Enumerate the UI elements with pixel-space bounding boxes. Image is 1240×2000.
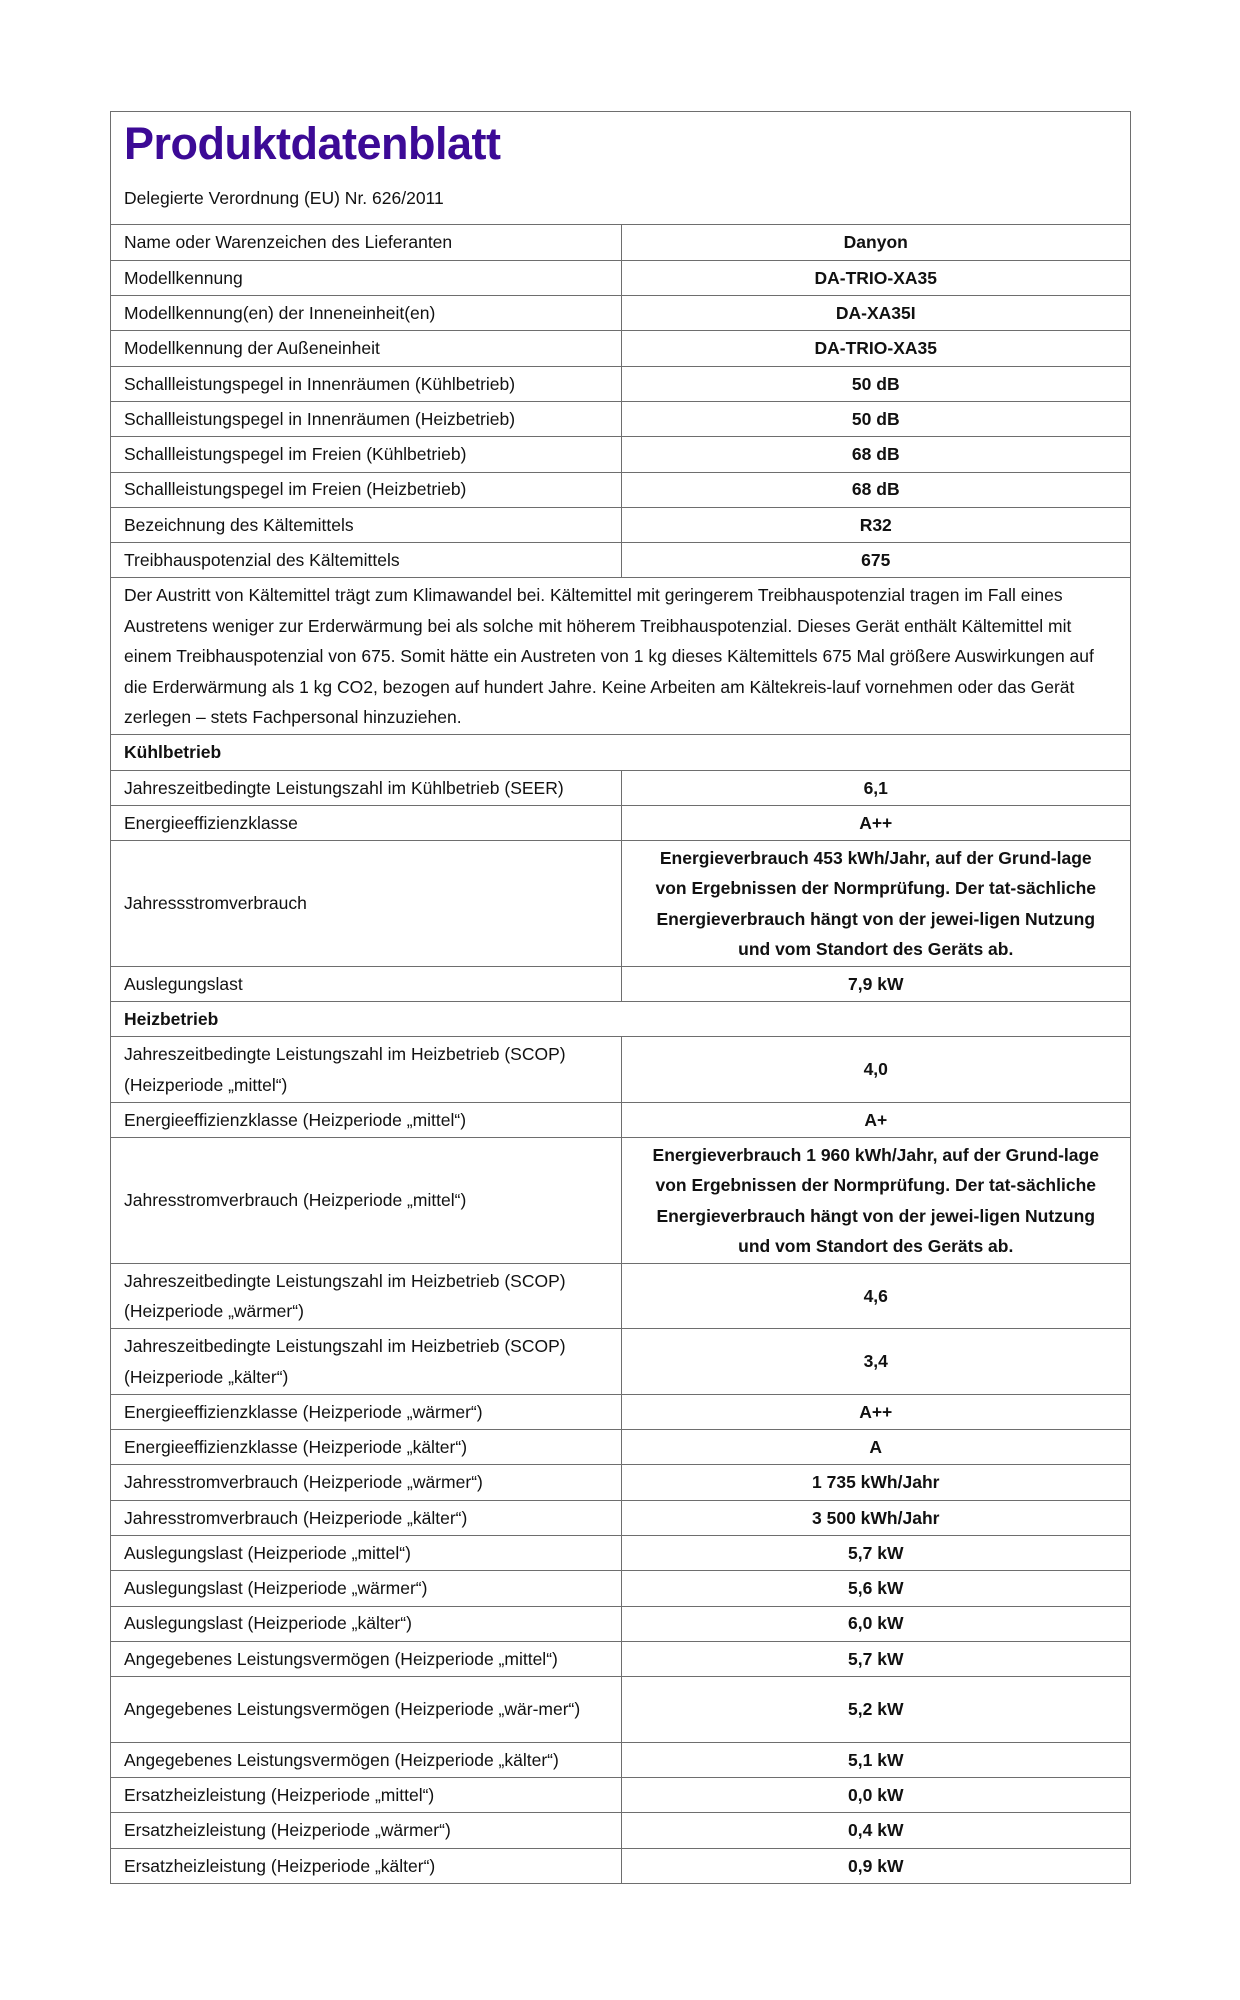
row-label: Schallleistungspegel in Innenräumen (Kühlbetrieb)	[111, 366, 621, 401]
row-value: DA-TRIO-XA35	[621, 260, 1130, 295]
table-row	[111, 966, 1130, 1001]
row-value: 5,6 kW	[621, 1571, 1130, 1606]
row-value: 68 dB	[621, 472, 1130, 507]
table-row	[111, 1394, 1130, 1429]
section-row-heating	[111, 1002, 1130, 1037]
row-label: Angegebenes Leistungsvermögen (Heizperiode „kälter“)	[111, 1742, 621, 1777]
table-row	[111, 1430, 1130, 1465]
row-label: Jahreszeitbedingte Leistungszahl im Heizbetrieb (SCOP) (Heizperiode „mittel“)	[111, 1037, 621, 1103]
section-title-cooling: Kühlbetrieb	[111, 735, 1130, 770]
row-value: 68 dB	[621, 437, 1130, 472]
row-label: Jahreszeitbedingte Leistungszahl im Kühlbetrieb (SEER)	[111, 770, 621, 805]
table-row	[111, 401, 1130, 436]
row-value: 3,4	[621, 1329, 1130, 1395]
row-value: 50 dB	[621, 401, 1130, 436]
row-value: 5,7 kW	[621, 1535, 1130, 1570]
row-value: Energieverbrauch 1 960 kWh/Jahr, auf der Grund-lage von Ergebnissen der Normprüfung. Der tat-sächliche Energieverbrauch hängt von der jewei-ligen Nutzung und vom Standort des Geräts ab.	[621, 1138, 1130, 1264]
row-label: Auslegungslast (Heizperiode „mittel“)	[111, 1535, 621, 1570]
row-value: 1 735 kWh/Jahr	[621, 1465, 1130, 1500]
row-value: DA-XA35I	[621, 296, 1130, 331]
row-value: 4,0	[621, 1037, 1130, 1103]
table-row	[111, 260, 1130, 295]
table-row	[111, 1777, 1130, 1812]
row-label: Energieeffizienzklasse (Heizperiode „kälter“)	[111, 1430, 621, 1465]
row-label: Ersatzheizleistung (Heizperiode „kälter“)	[111, 1848, 621, 1883]
row-label: Name oder Warenzeichen des Lieferanten	[111, 225, 621, 260]
sheet-header	[111, 112, 1130, 225]
table-row	[111, 1848, 1130, 1883]
table-row	[111, 1641, 1130, 1676]
row-value: A++	[621, 806, 1130, 841]
row-value: 4,6	[621, 1263, 1130, 1329]
table-row	[111, 1037, 1130, 1103]
table-row	[111, 1813, 1130, 1848]
row-value: 7,9 kW	[621, 966, 1130, 1001]
table-row	[111, 1571, 1130, 1606]
row-label: Auslegungslast	[111, 966, 621, 1001]
table-row	[111, 770, 1130, 805]
row-value: 5,7 kW	[621, 1641, 1130, 1676]
table-row	[111, 543, 1130, 578]
table-row	[111, 437, 1130, 472]
table-row	[111, 1606, 1130, 1641]
table-row	[111, 806, 1130, 841]
row-label: Modellkennung(en) der Inneneinheit(en)	[111, 296, 621, 331]
refrigerant-notice-row	[111, 578, 1130, 735]
row-label: Treibhauspotenzial des Kältemittels	[111, 543, 621, 578]
table-row	[111, 1263, 1130, 1329]
row-value: 0,4 kW	[621, 1813, 1130, 1848]
row-label: Energieeffizienzklasse (Heizperiode „wärmer“)	[111, 1394, 621, 1429]
refrigerant-notice: Der Austritt von Kältemittel trägt zum Klimawandel bei. Kältemittel mit geringerem Treibhauspotenzial tragen im Fall eines Austretens weniger zur Erderwärmung bei als solche mit höherem Treibhauspotenzial. Dieses Gerät enthält Kältemittel mit einem Treibhauspotenzial von 675. Somit hätte ein Austreten von 1 kg dieses Kältemittels 675 Mal größere Auswirkungen auf die Erderwärmung als 1 kg CO2, bezogen auf hundert Jahre. Keine Arbeiten am Kältekreis-lauf vornehmen oder das Gerät zerlegen – stets Fachpersonal hinzuziehen.	[111, 578, 1130, 735]
row-value: 5,1 kW	[621, 1742, 1130, 1777]
regulation-reference: Delegierte Verordnung (EU) Nr. 626/2011	[124, 188, 444, 208]
table-row	[111, 1102, 1130, 1137]
row-label: Jahresstromverbrauch (Heizperiode „wärmer“)	[111, 1465, 621, 1500]
row-value: R32	[621, 507, 1130, 542]
table-row	[111, 1500, 1130, 1535]
row-label: Angegebenes Leistungsvermögen (Heizperiode „mittel“)	[111, 1641, 621, 1676]
row-label: Jahressstromverbrauch	[111, 841, 621, 967]
row-value: A	[621, 1430, 1130, 1465]
table-row	[111, 472, 1130, 507]
table-row	[111, 296, 1130, 331]
row-label: Bezeichnung des Kältemittels	[111, 507, 621, 542]
table-row	[111, 1329, 1130, 1395]
table-row	[111, 1535, 1130, 1570]
row-value: Danyon	[843, 232, 908, 253]
row-label: Ersatzheizleistung (Heizperiode „wärmer“)	[111, 1813, 621, 1848]
row-label: Auslegungslast (Heizperiode „wärmer“)	[111, 1571, 621, 1606]
row-value: 3 500 kWh/Jahr	[621, 1500, 1130, 1535]
row-value: 0,0 kW	[621, 1777, 1130, 1812]
row-label: Modellkennung	[111, 260, 621, 295]
table-row	[111, 1138, 1130, 1264]
row-label: Schallleistungspegel im Freien (Heizbetrieb)	[111, 472, 621, 507]
row-label: Auslegungslast (Heizperiode „kälter“)	[111, 1606, 621, 1641]
table-row	[111, 507, 1130, 542]
row-label: Jahresstromverbrauch (Heizperiode „mittel“)	[111, 1138, 621, 1264]
table-row	[111, 331, 1130, 366]
table-row	[111, 1465, 1130, 1500]
table-row	[111, 225, 1130, 260]
row-value: 6,0 kW	[621, 1606, 1130, 1641]
row-value: DA-TRIO-XA35	[621, 331, 1130, 366]
page-title: Produktdatenblatt	[124, 118, 501, 169]
row-value: 675	[621, 543, 1130, 578]
section-title-heating: Heizbetrieb	[111, 1002, 1130, 1037]
row-label: Ersatzheizleistung (Heizperiode „mittel“)	[111, 1777, 621, 1812]
row-label: Jahreszeitbedingte Leistungszahl im Heizbetrieb (SCOP) (Heizperiode „wärmer“)	[111, 1263, 621, 1329]
spec-table	[111, 225, 1130, 1883]
row-label: Schallleistungspegel in Innenräumen (Heizbetrieb)	[111, 401, 621, 436]
row-label: Modellkennung der Außeneinheit	[111, 331, 621, 366]
table-row	[111, 1677, 1130, 1743]
row-label: Energieeffizienzklasse	[111, 806, 621, 841]
row-label: Angegebenes Leistungsvermögen (Heizperiode „wär-mer“)	[111, 1677, 621, 1743]
table-row	[111, 366, 1130, 401]
table-row	[111, 841, 1130, 967]
row-label: Energieeffizienzklasse (Heizperiode „mittel“)	[111, 1102, 621, 1137]
row-value: Energieverbrauch 453 kWh/Jahr, auf der Grund-lage von Ergebnissen der Normprüfung. Der tat-sächliche Energieverbrauch hängt von der jewei-ligen Nutzung und vom Standort des Geräts ab.	[621, 841, 1130, 967]
product-data-sheet	[110, 111, 1131, 1884]
row-label: Schallleistungspegel im Freien (Kühlbetrieb)	[111, 437, 621, 472]
section-row-cooling	[111, 735, 1130, 770]
table-row	[111, 1742, 1130, 1777]
row-value: A+	[621, 1102, 1130, 1137]
row-value: 50 dB	[621, 366, 1130, 401]
row-value: A++	[621, 1394, 1130, 1429]
row-value: 5,2 kW	[621, 1677, 1130, 1743]
row-label: Jahreszeitbedingte Leistungszahl im Heizbetrieb (SCOP) (Heizperiode „kälter“)	[111, 1329, 621, 1395]
row-value: 0,9 kW	[621, 1848, 1130, 1883]
row-label: Jahresstromverbrauch (Heizperiode „kälter“)	[111, 1500, 621, 1535]
row-value: 6,1	[621, 770, 1130, 805]
